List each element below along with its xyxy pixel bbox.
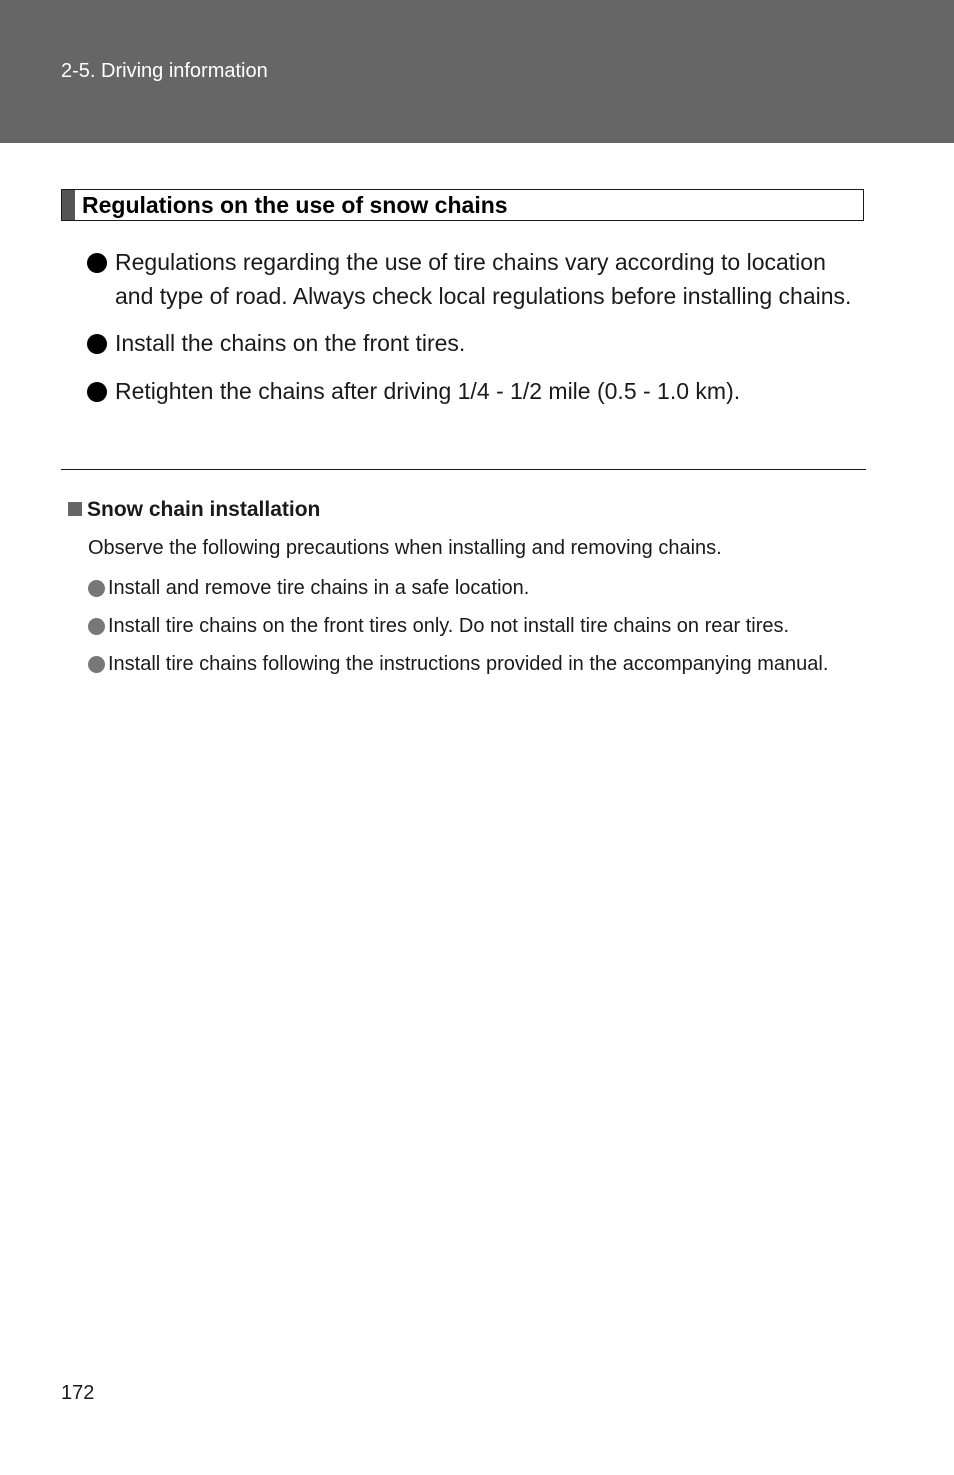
list-item — [87, 327, 867, 361]
bullet-icon — [88, 580, 105, 597]
section-title-bar — [62, 190, 75, 220]
list-item-text: Install and remove tire chains in a safe location. — [108, 577, 530, 599]
list-item-text: Regulations regarding the use of tire chains vary according to location and type of road. Always check local regulations before installing chains. — [115, 249, 852, 309]
list-item-text: Install tire chains on the front tires only. Do not install tire chains on rear tires. — [108, 615, 790, 637]
section-title: Regulations on the use of snow chains — [82, 192, 508, 218]
bullet-icon — [87, 253, 107, 273]
regulations-list — [87, 246, 867, 422]
list-item — [88, 612, 858, 641]
bullet-icon — [87, 382, 107, 402]
section-title-box — [61, 189, 864, 221]
note-heading-text: Snow chain installation — [87, 498, 321, 521]
note-intro: Observe the following precautions when installing and removing chains. — [88, 537, 722, 559]
list-item-text: Retighten the chains after driving 1/4 - 1/2 mile (0.5 - 1.0 km). — [115, 377, 741, 404]
list-item-text: Install tire chains following the instructions provided in the accompanying manual. — [108, 653, 829, 675]
list-item — [88, 650, 858, 679]
breadcrumb: 2-5. Driving information — [61, 60, 268, 82]
bullet-icon — [88, 656, 105, 673]
list-item — [87, 246, 867, 313]
section-divider — [61, 469, 866, 470]
note-heading — [68, 497, 320, 523]
bullet-icon — [87, 334, 107, 354]
page-number: 172 — [61, 1382, 95, 1404]
square-bullet-icon — [68, 502, 82, 516]
list-item — [87, 375, 867, 409]
header-band — [0, 0, 954, 143]
list-item — [88, 574, 858, 603]
list-item-text: Install the chains on the front tires. — [115, 330, 466, 356]
bullet-icon — [88, 618, 105, 635]
precautions-list — [88, 574, 858, 688]
